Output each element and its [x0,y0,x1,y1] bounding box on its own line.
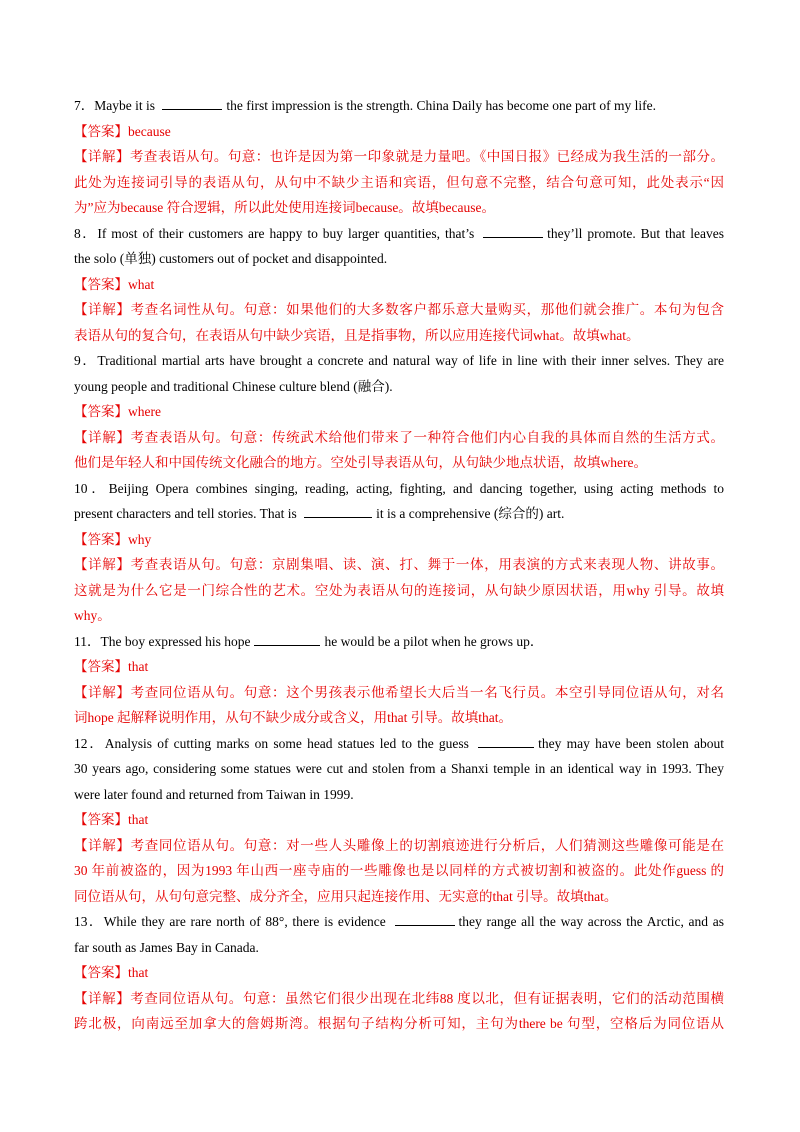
question-text: Traditional martial arts have brought a concrete and natural way of life in line with their inner selves. They are [97,353,724,368]
question-text: it is a comprehensive (综合的) art. [376,506,565,521]
answer-value: why [128,531,152,547]
explanation-tag: 【详解】 [74,302,131,317]
answer-line [74,527,724,553]
explanation-line [74,986,724,1012]
question-text: present characters and tell stories. That is [74,506,301,521]
question-text: 30 years ago, considering some statues were cut and stolen from a Shanxi temple in an identical way in 1993. They [74,761,724,776]
answer-value: that [128,812,149,827]
question-item [74,93,724,221]
explanation-tag: 【详解】 [74,684,131,700]
answer-tag: 【答案】 [74,965,128,980]
question-text: Beijing Opera combines singing, reading, acting, fighting, and dancing together, using acting methods to [108,480,724,496]
explanation-text: 词hope 起解释说明作用，从句不缺少成分或含义，用that 引导。故填that。 [74,710,512,725]
question-stem-line [74,348,724,374]
explanation-line [74,833,724,859]
question-item [74,221,724,349]
question-text: While they are rare north of 88°, there is evidence [103,914,391,929]
question-stem-line [74,756,724,782]
question-stem-line [74,629,724,655]
explanation-text: 同位语从句，从句句意完整、成分齐全，应用只起连接作用、无实意的that 引导。故填that。 [74,888,618,904]
question-text: the solo (单独) customers out of pocket and disappointed. [74,251,388,266]
question-number: 7． [74,98,95,113]
explanation-line [74,884,724,910]
answer-tag: 【答案】 [74,123,128,139]
answer-line [74,807,724,833]
question-text: Analysis of cutting marks on some head statues led to the guess [104,735,475,751]
answer-blank [162,96,222,110]
question-number: 11． [74,633,101,649]
explanation-line [74,195,724,221]
explanation-tag: 【详解】 [74,557,131,572]
answer-line [74,654,724,680]
explanation-text: 跨北极，向南远至加拿大的詹姆斯湾。根据句子结构分析可知，主句为there be 句型，空格后为同位语从 [74,1016,724,1031]
question-stem-line [74,501,724,527]
question-stem-line [74,93,724,119]
question-text: young people and traditional Chinese culture blend (融合). [74,378,393,394]
answer-value: that [128,965,149,980]
explanation-line [74,450,724,476]
explanation-line [74,144,724,170]
explanation-text: 考查同位语从句。句意：虽然它们很少出现在北纬88 度以北，但有证据表明，它们的活动范围横 [130,990,725,1006]
answer-tag: 【答案】 [74,659,128,674]
answer-line [74,399,724,425]
explanation-text: 为”应为because 符合逻辑，所以此处使用连接词because。故填because。 [74,200,496,215]
answer-blank [395,912,455,926]
explanation-tag: 【详解】 [74,990,131,1006]
question-text: he would be a pilot when he grows up． [324,633,544,649]
explanation-text: 考查同位语从句。句意：这个男孩表示他希望长大后当一名飞行员。本空引导同位语从句，对名 [130,684,724,700]
question-stem-line [74,935,724,961]
question-text: they range all the way across the Arctic, and as [458,914,724,929]
question-stem-line [74,246,724,272]
explanation-text: why。 [74,608,111,623]
question-text: were later found and returned from Taiwan in 1999. [74,786,354,802]
answer-tag: 【答案】 [74,276,128,292]
explanation-line [74,858,724,884]
question-text: far south as James Bay in Canada. [74,939,259,955]
question-number: 10． [74,480,109,496]
answer-line [74,272,724,298]
question-stem-line [74,782,724,808]
explanation-tag: 【详解】 [74,149,130,164]
question-number: 8． [74,225,98,241]
question-item [74,731,724,910]
question-stem-line [74,221,724,247]
answer-tag: 【答案】 [74,404,128,419]
question-item [74,909,724,1037]
answer-blank [478,734,534,748]
document-page [74,93,724,1037]
answer-blank [254,632,320,646]
explanation-text: 这就是为什么它是一门综合性的艺术。空处为表语从句的连接词，从句缺少原因状语，用why 引导。故填 [74,582,724,598]
answer-blank [483,224,543,238]
answer-value: that [128,659,149,674]
explanation-tag: 【详解】 [74,429,131,445]
explanation-text: 此处为连接词引导的表语从句，从句中不缺少主语和宾语，但句意不完整，结合句意可知，此处表示“因 [74,174,724,190]
question-stem-line [74,909,724,935]
explanation-text: 表语从句的复合句，在表语从句中缺少宾语，且是指事物，所以应用连接代词what。故填what。 [74,327,640,343]
question-stem-line [74,374,724,400]
question-stem-line [74,731,724,757]
explanation-line [74,680,724,706]
question-number: 12． [74,735,105,751]
question-number: 9． [74,353,98,368]
explanation-text: 30 年前被盗的，因为1993 年山西一座寺庙的一些雕像也是以同样的方式被切割和被盗的。此处作guess 的 [74,863,724,878]
explanation-line [74,297,724,323]
answer-value: because [128,123,171,139]
explanation-text: 他们是年轻人和中国传统文化融合的地方。空处引导表语从句，从句缺少地点状语，故填where。 [74,455,647,470]
question-text: the first impression is the strength. China Daily has become one part of my life. [226,98,657,113]
explanation-text: 考查同位语从句。句意：对一些人头雕像上的切割痕迹进行分析后，人们猜测这些雕像可能是在 [130,837,724,853]
explanation-line [74,603,724,629]
question-stem-line [74,476,724,502]
explanation-line [74,705,724,731]
question-text: they’ll promote. But that leaves [547,225,724,241]
answer-blank [304,504,372,518]
explanation-line [74,323,724,349]
explanation-line [74,170,724,196]
answer-tag: 【答案】 [74,531,128,547]
question-text: they may have been stolen about [538,735,724,751]
explanation-line [74,425,724,451]
explanation-line [74,578,724,604]
question-item [74,629,724,731]
question-item [74,476,724,629]
answer-value: where [128,404,161,419]
explanation-text: 考查表语从句。句意：京剧集唱、读、演、打、舞于一体，用表演的方式来表现人物、讲故事。 [130,557,724,572]
question-number: 13． [74,914,104,929]
question-text: If most of their customers are happy to buy larger quantities, that’s [97,225,480,241]
explanation-text: 考查表语从句。句意：传统武术给他们带来了一种符合他们内心自我的具体而自然的生活方式。 [130,429,724,445]
question-text: The boy expressed his hope [100,633,251,649]
explanation-text: 考查表语从句。句意：也许是因为第一印象就是力量吧。《中国日报》已经成为我生活的一部分。 [129,149,725,164]
question-item [74,348,724,476]
explanation-text: 考查名词性从句。句意：如果他们的大多数客户都乐意大量购买，那他们就会推广。本句为包含 [130,302,724,317]
explanation-line [74,552,724,578]
answer-tag: 【答案】 [74,812,128,827]
explanation-tag: 【详解】 [74,837,131,853]
answer-line [74,960,724,986]
explanation-line [74,1011,724,1037]
answer-value: what [128,276,155,292]
answer-line [74,119,724,145]
question-text: Maybe it is [94,98,159,113]
